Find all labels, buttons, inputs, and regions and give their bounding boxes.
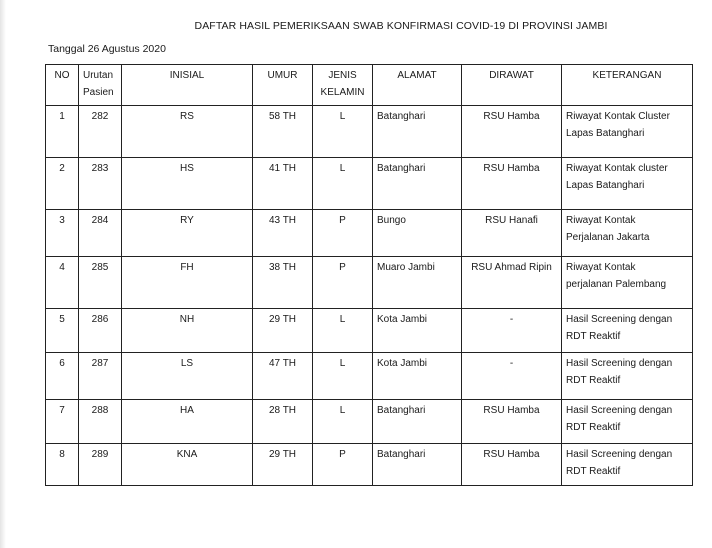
cell-umur: 28 TH: [253, 400, 313, 444]
cell-umur: 41 TH: [253, 158, 313, 210]
header-jenis-kelamin: JENIS KELAMIN: [313, 65, 373, 106]
header-keterangan: KETERANGAN: [562, 65, 693, 106]
cell-jenis-kelamin: P: [313, 210, 373, 257]
table-row: [46, 158, 693, 210]
cell-umur: 38 TH: [253, 257, 313, 309]
header-urutan-pasien: Urutan Pasien: [79, 65, 122, 106]
cell-no: 6: [46, 353, 79, 400]
cell-urutan: 288: [79, 400, 122, 444]
date-label: Tanggal 26 Agustus 2020: [48, 43, 166, 55]
keterangan-line: Hasil Screening dengan: [566, 449, 673, 460]
cell-inisial: NH: [122, 309, 253, 353]
cell-keterangan: [562, 158, 693, 210]
keterangan-line: Hasil Screening dengan: [566, 405, 673, 416]
cell-urutan: 287: [79, 353, 122, 400]
cell-dirawat: -: [462, 353, 562, 400]
cell-urutan: 282: [79, 106, 122, 158]
cell-umur: 58 TH: [253, 106, 313, 158]
cell-inisial: HS: [122, 158, 253, 210]
keterangan-line: Lapas Batanghari: [566, 180, 645, 191]
cell-alamat: Batanghari: [373, 400, 462, 444]
table-row: [46, 444, 693, 486]
cell-no: 8: [46, 444, 79, 486]
cell-no: 1: [46, 106, 79, 158]
cell-keterangan: [562, 257, 693, 309]
keterangan-line: Lapas Batanghari: [566, 128, 645, 139]
keterangan-line: Hasil Screening dengan: [566, 314, 673, 325]
keterangan-line: RDT Reaktif: [566, 375, 621, 386]
cell-keterangan: [562, 309, 693, 353]
table-header-row: [46, 65, 693, 106]
cell-jenis-kelamin: P: [313, 444, 373, 486]
cell-jenis-kelamin: L: [313, 353, 373, 400]
cell-urutan: 285: [79, 257, 122, 309]
cell-dirawat: RSU Ahmad Ripin: [462, 257, 562, 309]
cell-inisial: FH: [122, 257, 253, 309]
cell-jenis-kelamin: L: [313, 309, 373, 353]
cell-dirawat: RSU Hamba: [462, 106, 562, 158]
keterangan-line: Riwayat Kontak: [566, 262, 636, 273]
cell-keterangan: [562, 106, 693, 158]
cell-urutan: 283: [79, 158, 122, 210]
keterangan-line: perjalanan Palembang: [566, 279, 667, 290]
cell-keterangan: [562, 400, 693, 444]
header-inisial: INISIAL: [122, 65, 253, 106]
cell-umur: 29 TH: [253, 444, 313, 486]
cell-no: 5: [46, 309, 79, 353]
keterangan-line: Perjalanan Jakarta: [566, 232, 650, 243]
cell-urutan: 289: [79, 444, 122, 486]
table-row: [46, 106, 693, 158]
cell-no: 7: [46, 400, 79, 444]
cell-umur: 43 TH: [253, 210, 313, 257]
cell-umur: 29 TH: [253, 309, 313, 353]
cell-alamat: Batanghari: [373, 158, 462, 210]
keterangan-line: Riwayat Kontak: [566, 215, 636, 226]
cell-alamat: Bungo: [373, 210, 462, 257]
table-row: [46, 309, 693, 353]
cell-keterangan: [562, 210, 693, 257]
header-alamat: ALAMAT: [373, 65, 462, 106]
cell-jenis-kelamin: P: [313, 257, 373, 309]
cell-urutan: 286: [79, 309, 122, 353]
cell-inisial: RS: [122, 106, 253, 158]
cell-alamat: Batanghari: [373, 106, 462, 158]
cell-inisial: KNA: [122, 444, 253, 486]
cell-urutan: 284: [79, 210, 122, 257]
keterangan-line: Riwayat Kontak cluster: [566, 163, 668, 174]
cell-alamat: Kota Jambi: [373, 353, 462, 400]
cell-keterangan: [562, 353, 693, 400]
cell-alamat: Batanghari: [373, 444, 462, 486]
table-row: [46, 353, 693, 400]
cell-no: 4: [46, 257, 79, 309]
table-row: [46, 257, 693, 309]
header-dirawat: DIRAWAT: [462, 65, 562, 106]
keterangan-line: Hasil Screening dengan: [566, 358, 673, 369]
cell-inisial: RY: [122, 210, 253, 257]
cell-no: 2: [46, 158, 79, 210]
cell-dirawat: RSU Hamba: [462, 158, 562, 210]
cell-keterangan: [562, 444, 693, 486]
header-no: NO: [46, 65, 79, 106]
table-body: [46, 106, 693, 486]
cell-dirawat: RSU Hanafi: [462, 210, 562, 257]
cell-dirawat: RSU Hamba: [462, 444, 562, 486]
header-umur: UMUR: [253, 65, 313, 106]
cell-inisial: LS: [122, 353, 253, 400]
cell-inisial: HA: [122, 400, 253, 444]
table-row: [46, 210, 693, 257]
keterangan-line: RDT Reaktif: [566, 422, 621, 433]
page-edge-shadow: [0, 0, 6, 548]
keterangan-line: Riwayat Kontak Cluster: [566, 111, 670, 122]
cell-alamat: Kota Jambi: [373, 309, 462, 353]
cell-jenis-kelamin: L: [313, 106, 373, 158]
table-row: [46, 400, 693, 444]
cell-alamat: Muaro Jambi: [373, 257, 462, 309]
cell-umur: 47 TH: [253, 353, 313, 400]
patient-table: [45, 64, 693, 486]
cell-jenis-kelamin: L: [313, 400, 373, 444]
document-title: DAFTAR HASIL PEMERIKSAAN SWAB KONFIRMASI COVID-19 DI PROVINSI JAMBI: [194, 20, 608, 32]
keterangan-line: RDT Reaktif: [566, 331, 621, 342]
cell-dirawat: RSU Hamba: [462, 400, 562, 444]
cell-dirawat: -: [462, 309, 562, 353]
keterangan-line: RDT Reaktif: [566, 466, 621, 477]
cell-jenis-kelamin: L: [313, 158, 373, 210]
cell-no: 3: [46, 210, 79, 257]
